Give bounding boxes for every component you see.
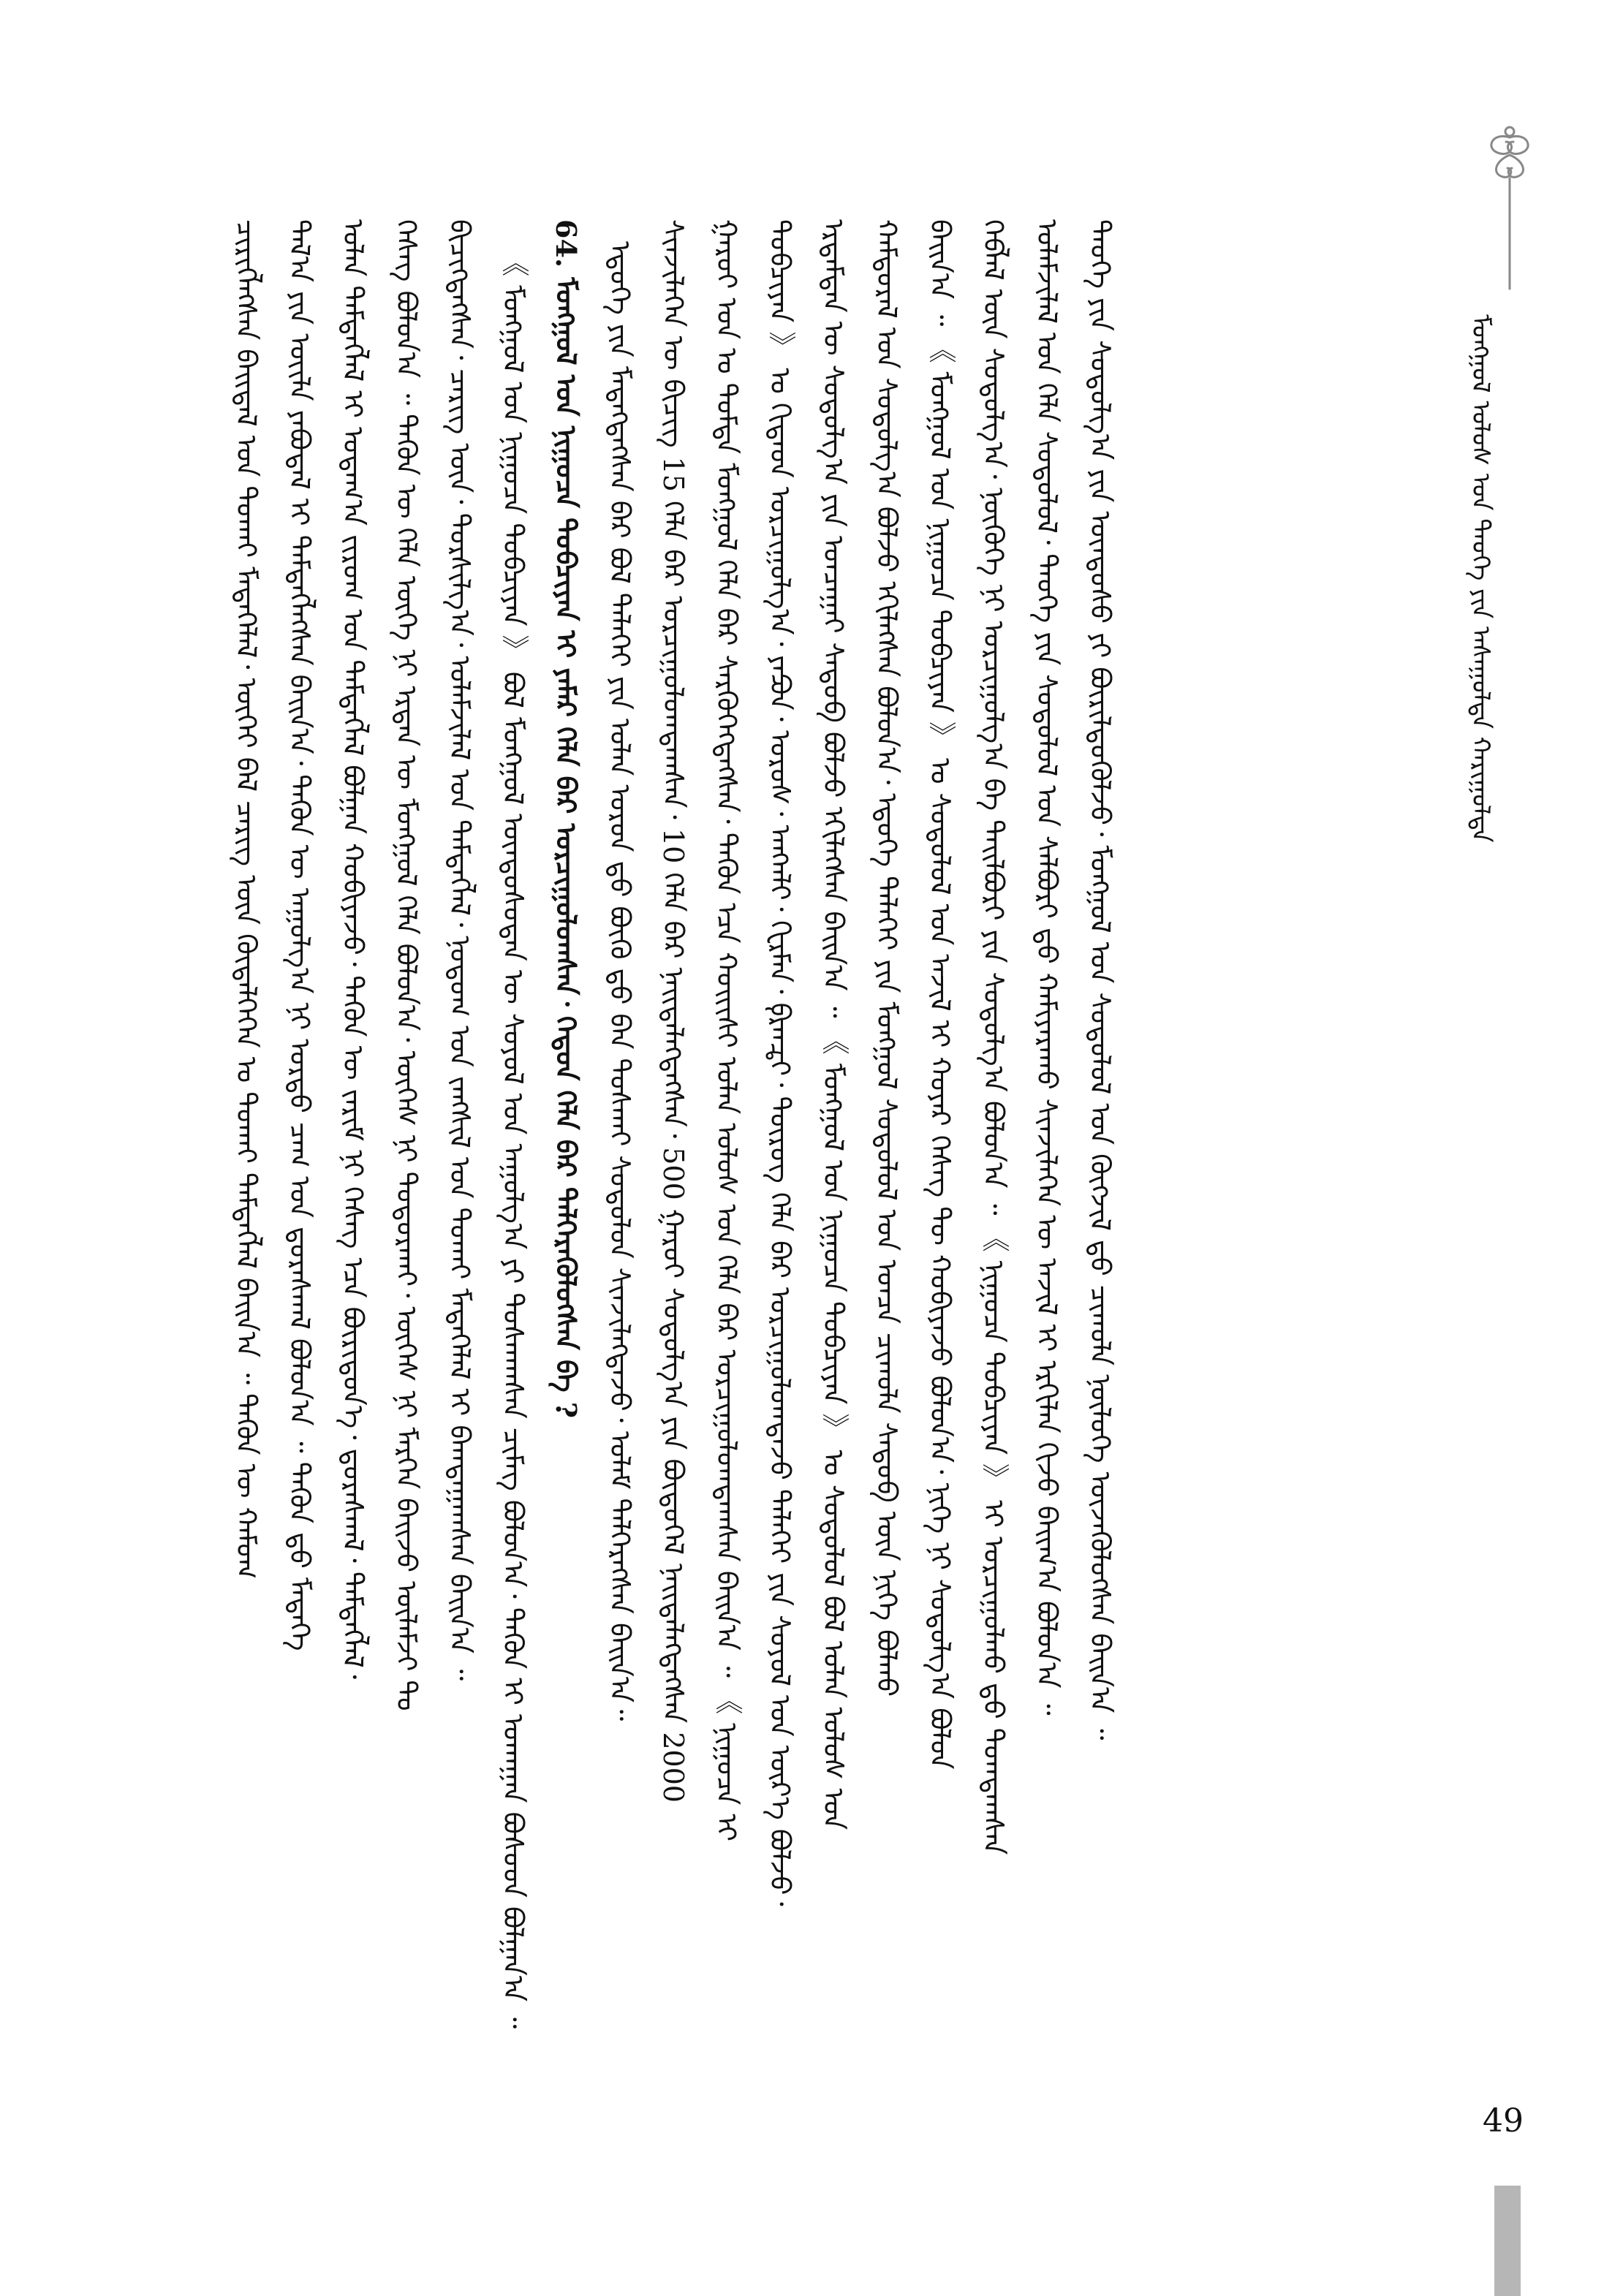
page-edge-tab — [1494, 2186, 1521, 2296]
question-title: ᠮᠣᠩᠭᠣᠯ ᠤᠨ ᠨᠢᠭᠤᠴᠠ ᠲᠣᠪᠴᠢᠶᠠᠨ ᠢ ᠶᠠᠮᠠᠷ ᠬᠡᠯᠡ ᠪᠡᠷ ᠣᠷᠴᠢᠭᠤᠯᠤᠭᠰᠠᠨ᠂ ᠬᠡᠳᠦᠨ ᠬᠡᠯᠡ ᠪᠡᠷ ᠳᠡᠯᠭᠡᠷᠡᠭᠦᠯᠦᠭᠰᠡᠨ ᠪᠡ ? — [550, 277, 583, 1419]
text-column: ᠬᠡᠰᠡᠭ ᠪᠣᠯᠤᠨ᠎ᠠ ᠃ ᠲᠡᠭᠦᠨ ᠦ ᠬᠡᠯᠡ ᠦᠭᠡ ᠨᠢ ᠡᠷᠲᠡᠨ ᠦ ᠮᠣᠩᠭᠣᠯ ᠬᠡᠯᠡ ᠪᠣᠯᠤᠨ᠎ᠠ᠂ ᠦᠭᠡᠰ ᠨᠢ ᠲᠣᠳᠣᠷᠬᠠᠢ᠂ ᠦᠭᠡᠰ ᠨᠢ ᠮᠡᠷᠭᠡᠨ ᠪᠠᠢᠵᠤ ᠦᠯᠡᠮᠵᠢ ᠲᠤ — [390, 219, 423, 1711]
decorative-swirl-icon — [1455, 117, 1565, 292]
question-heading — [540, 219, 593, 2061]
question-number: 64. — [550, 219, 583, 268]
text-column: ᠲᠡᠦᠬᠡ ᠶᠢᠨ ᠰᠤᠳᠤᠯᠭ᠎ᠠ ᠶᠢᠨ ᠦᠨᠳᠦᠰᠦ ᠶᠢ ᠪᠦᠷᠢᠯᠳᠦᠭᠦᠯᠵᠦ᠂ ᠮᠣᠩᠭᠣᠯ ᠤᠨ ᠰᠤᠳᠤᠯᠤᠯ ᠤᠨ ᠬᠥᠭᠵᠢᠯ ᠳ᠋ᠦ ᠴᠢᠬᠤᠯᠠ ᠨᠥᠯᠦᠭᠡ ᠦᠵᠡᠭᠦᠯᠦᠭᠰᠡᠨ ᠪᠠᠢᠨ᠎ᠠ ᠃ — [1084, 219, 1116, 1740]
text-column: ᠬᠠᠮᠲᠤᠷᠠᠯ ᠤᠨ ᠰᠤᠳᠤᠯᠭ᠎ᠠ ᠪᠣᠯᠵᠤ ᠡᠬᠢᠯᠡᠭᠰᠡᠨ ᠪᠣᠯᠣᠨ᠎ᠠ᠂ ᠡᠳᠦᠭᠡ ᠳᠡᠯᠡᠬᠡᠢ ᠶᠢᠨ ᠮᠣᠩᠭᠣᠯ ᠰᠤᠳᠤᠯᠤᠯ ᠤᠨ ᠣᠨᠴᠠ ᠴᠢᠬᠤᠯᠠ ᠰᠡᠳᠦᠪ ᠦᠨ ᠨᠢᠭᠡ ᠪᠣᠯᠬᠤ — [871, 219, 903, 1697]
text-column: ᠡᠷᠳᠡᠮᠲᠡᠨ ᠦ ᠰᠤᠳᠤᠯᠭ᠎ᠠ ᠶᠢᠨ ᠣᠨᠴᠠᠭᠠᠢ ᠰᠡᠳᠦᠪ ᠪᠣᠯᠵᠤ ᠡᠬᠢᠯᠡᠭᠰᠡᠨ ᠪᠠᠢᠨ᠎ᠠ ᠃ 《 ᠮᠣᠩᠭᠣᠯ ᠤᠨ ᠨᠢᠭᠤᠴᠠ ᠲᠣᠪᠴᠢᠶᠠᠨ 》 ᠤ ᠰᠤᠳᠤᠯᠤᠯ ᠪᠣᠯ ᠣᠯᠠᠨ ᠤᠯᠤᠰ ᠤᠨ — [817, 219, 850, 1830]
text-column: ᠲᠠᠯ᠎ᠠ ᠶᠢᠨ ᠦᠢᠯᠡ ᠶᠠᠪᠤᠳᠠᠯ ᠢ ᠲᠡᠮᠳᠡᠭᠯᠡᠭᠰᠡᠨ ᠪᠠᠢᠨ᠎ᠠ᠂ ᠲᠡᠭᠦᠨ ᠦ ᠠᠭᠤᠯᠭ᠎ᠠ ᠨᠢ ᠤᠷᠲᠤ ᠴᠠᠭ ᠤᠨ ᠳ᠋ᠤᠷᠠᠰᠬᠠᠯ ᠪᠣᠯᠤᠨ᠎ᠠ ᠃ ᠲᠡᠭᠦᠨ ᠳ᠋ᠦ ᠮᠡᠳᠡᠭᠡ — [284, 219, 316, 1651]
text-column: ᠪᠢᠴᠢᠭᠳᠡᠭᠰᠡᠨ᠂ ᠴᠡᠷᠢᠭ ᠦᠨ᠂ ᠲᠤᠷᠰᠢᠯᠭ᠎ᠠ᠂ ᠤᠯᠠᠮᠵᠢᠯᠠᠯ ᠤᠨ ᠲᠡᠮᠳᠡᠭᠯᠡᠯ᠂ ᠨᠤᠲᠤᠭ ᠤᠨ ᠵᠠᠩᠰᠢᠯ ᠤᠨ ᠲᠤᠬᠠᠢ ᠮᠡᠳᠡᠭᠡᠯᠡᠯ ᠢ ᠪᠠᠭᠳᠠᠭᠠᠭᠰᠠᠨ ᠪᠠᠢᠨ᠎ᠠ ᠃ — [444, 219, 476, 1681]
page-number: 49 — [1483, 2102, 1524, 2140]
text-column: ᠲᠣᠪᠴᠢᠶᠠᠨ 》 ᠤ ᠬᠢᠲᠠᠳ ᠣᠷᠴᠢᠭᠤᠯᠭ᠎ᠠ᠂ ᠶᠠᠫᠣᠨ᠂ ᠣᠷᠤᠰ᠂ ᠠᠩᠭ᠍ᠯᠢ᠂ ᠭᠧᠷᠮᠠᠨ᠂ ᠹᠷᠠᠨᠼᠢ᠂ ᠲᠦᠷᠦᠭ ᠬᠡᠯᠡ ᠪᠡᠷ ᠣᠷᠴᠢᠭᠤᠯᠤᠭᠳᠠᠵᠤ ᠳᠡᠯᠡᠬᠡᠢ ᠶᠢᠨ ᠰᠣᠶᠣᠯ ᠤᠨ ᠦᠷ᠎ᠡ ᠪᠣᠯᠵᠤ᠂ — [764, 219, 796, 1906]
text-column: ᠬᠡᠪᠯᠡᠯ ᠦᠨ ᠰᠤᠳᠤᠯᠭ᠎ᠠ᠂ ᠨᠦᠭᠦᠭᠡ ᠨᠢ ᠣᠷᠴᠢᠭᠤᠯᠭ᠎ᠠ ᠪᠠ ᠲᠠᠢᠯᠪᠤᠷᠢ ᠶᠢᠨ ᠰᠤᠳᠤᠯᠭ᠎ᠠ ᠪᠣᠯᠤᠨ᠎ᠠ ᠃ 《 ᠨᠢᠭᠤᠴᠠ ᠲᠣᠪᠴᠢᠶᠠᠨ 》 ᠢ ᠣᠷᠴᠢᠭᠤᠯᠬᠤ ᠳ᠋ᠤ ᠲᠣᠭᠲᠠᠭᠰᠠᠨ — [977, 219, 1010, 1855]
text-column: ᠰᠢᠨᠵᠢᠯᠡᠭᠡᠨ ᠦ ᠪᠢᠴᠢᠭ 15 ᠬᠡᠯᠡ ᠪᠡᠷ ᠣᠷᠴᠢᠭᠤᠯᠤᠭᠳᠠᠭᠰᠠᠨ᠂ 10 ᠬᠡᠯᠡ ᠪᠡᠷ ᠨᠡᠢᠲᠡᠯᠡᠭᠳᠡᠭᠰᠡᠨ᠂ 500 ᠭᠠᠷᠤᠢ ᠰᠤᠳᠤᠯᠭ᠎ᠠ ᠶᠢᠨ ᠪᠦᠲᠦᠭᠡᠯ ᠨᠡᠢᠲᠡᠯᠡᠭᠳᠡᠭᠰᠡᠨ 2000 — [657, 219, 689, 1803]
text-column: ᠤᠯᠠᠮᠵᠢᠯᠠᠯ ᠤᠨ ᠬᠡᠯᠡ ᠰᠤᠳᠤᠯᠤᠯ᠂ ᠲᠡᠦᠬᠡ ᠶᠢᠨ ᠰᠤᠳᠤᠯᠤᠯ ᠤᠨ ᠰᠠᠯᠪᠤᠷᠢ ᠳ᠋ᠤ ᠬᠠᠮᠢᠶᠠᠷᠠᠬᠤ ᠰᠢᠨᠵᠢᠯᠡᠭᠡᠨ ᠦ ᠠᠵᠢᠯ ᠢ ᠡᠷᠬᠢᠯᠡᠨ ᠬᠢᠵᠦ ᠪᠠᠢᠭ᠎ᠠ ᠪᠣᠯᠤᠨ᠎ᠠ ᠃ — [1031, 219, 1063, 1716]
text-column: ᠣᠯᠠᠨ ᠲᠡᠮᠳᠡᠭᠯᠡᠯ ᠢ ᠤᠳᠠᠭ᠎ᠠ ᠵᠢᠷᠤᠭ ᠤᠨ ᠲᠡᠮᠳᠡᠭᠯᠡᠯ ᠪᠣᠯᠭᠠᠨ ᠬᠤᠪᠢᠶᠠᠵᠤ᠂ ᠲᠡᠭᠦᠨ ᠦ ᠵᠠᠷᠢᠮ ᠨᠢ ᠬᠡᠰᠡᠭ ᠡᠴᠡ ᠪᠦᠷᠢᠳᠦᠨ᠎ᠡ᠂ ᠳ᠋ᠤᠷᠠᠰᠬᠠᠯ᠂ ᠲᠡᠮᠳᠡᠭᠯᠡᠯ᠂ — [337, 219, 369, 1680]
text-column: ᠪᠠᠢᠨ᠎ᠠ ᠃ 《 ᠮᠣᠩᠭᠣᠯ ᠤᠨ ᠨᠢᠭᠤᠴᠠ ᠲᠣᠪᠴᠢᠶᠠᠨ 》 ᠤ ᠰᠤᠳᠤᠯᠤᠯ ᠤᠨ ᠠᠵᠢᠯ ᠢ ᠬᠣᠶᠠᠷ ᠬᠡᠰᠡᠭ ᠲᠦ ᠬᠤᠪᠢᠶᠠᠵᠤ ᠪᠣᠯᠣᠨ᠎ᠠ᠂ ᠨᠢᠭᠡ ᠨᠢ ᠰᠤᠳᠤᠯᠭ᠎ᠠ ᠪᠣᠯᠤᠨ — [924, 219, 956, 1770]
text-column: ᠭᠠᠷᠤᠢ ᠣᠨ ᠤ ᠳᠤᠮᠳᠠ ᠮᠣᠩᠭᠣᠯ ᠬᠡᠯᠡ ᠪᠡᠷ ᠰᠡᠷᠭᠦᠭᠡᠭᠳᠡᠭᠰᠡᠨ᠂ ᠲᠡᠭᠦᠨ ᠡᠴᠡ ᠬᠣᠢᠢᠰᠢ ᠣᠯᠠᠨ ᠤᠯᠤᠰ ᠤᠨ ᠬᠡᠯᠡ ᠪᠡᠷ ᠣᠷᠴᠢᠭᠤᠯᠤᠭᠳᠠᠭᠰᠠᠨ ᠪᠠᠢᠨ᠎ᠠ ᠃ 《 ᠨᠢᠭᠤᠴᠠ ᠢ — [711, 219, 743, 1842]
running-head: ᠮᠣᠩᠭᠣᠯ ᠤᠯᠤᠰ ᠤᠨ ᠲᠡᠦᠬᠡ ᠶᠢᠨ ᠠᠰᠠᠭᠤᠯᠲᠠ ᠬᠠᠷᠢᠭᠤᠯᠲᠠ — [1466, 314, 1495, 843]
quote-column: 《 ᠮᠣᠩᠭᠣᠯ ᠤᠨ ᠨᠢᠭᠤᠴᠠ ᠲᠣᠪᠴᠢᠶᠠᠨ 》 ᠪᠣᠯ ᠮᠣᠩᠭᠣᠯ ᠦᠨᠳᠦᠰᠦᠲᠡᠨ ᠦ ᠰᠣᠶᠣᠯ ᠤᠨ ᠠᠭᠤᠯᠭ᠎ᠠ ᠶᠢ ᠲᠤᠰᠬᠠᠭᠰᠠᠨ ᠴᠢᠮᠡᠭ ᠪᠣᠯᠤᠨ᠎ᠠ᠂ ᠲᠡᠭᠦᠨ ᠢ ᠤᠬᠠᠭᠠᠨ ᠪᠤᠰᠤᠳ ᠪᠣᠯᠭᠠᠨ᠎ᠠ ᠃ — [497, 249, 529, 2029]
text-column: ᠴᠢᠷᠢᠭᠯᠡᠭᠰᠡᠨ ᠪᠠᠢᠳᠠᠯ ᠤᠨ ᠲᠤᠬᠠᠢ ᠮᠡᠳᠡᠭᠡᠯᠡᠯ᠂ ᠦᠭᠡᠢ ᠪᠡᠯ ᠴᠡᠷᠢᠭ ᠦᠨ ᠬᠥᠳᠡᠯᠭᠡᠭᠡᠨ ᠤ ᠲᠤᠬᠠᠢ ᠲᠡᠮᠳᠡᠭᠯᠡᠯ ᠪᠠᠢᠨ᠎ᠠ ᠃ ᠲᠡᠭᠦᠨ ᠦ ᠬᠠᠮᠤᠭ — [230, 219, 262, 1580]
vertical-text-block — [219, 219, 1426, 2061]
text-column: ᠡᠳᠦᠭᠡ ᠶᠢᠨ ᠮᠡᠳᠡᠭᠳᠡᠭᠰᠡᠨ ᠪᠡᠷ ᠪᠣᠯ ᠳᠡᠯᠡᠬᠡᠢ ᠶᠢᠨ ᠣᠯᠠᠨ ᠣᠷᠣᠨ ᠳ᠋ᠤ ᠪᠦᠬᠦ ᠳ᠋ᠦ ᠪᠡᠨ ᠲᠤᠰᠬᠠᠢ ᠰᠤᠳᠤᠯᠤᠨ ᠰᠢᠨᠵᠢᠯᠡᠭᠳᠡᠵᠦ᠂ ᠤᠯᠠᠮ ᠳᠡᠯᠭᠡᠷᠡᠭᠰᠡᠨ ᠪᠠᠢᠨ᠎ᠠ᠃ — [604, 241, 636, 1721]
